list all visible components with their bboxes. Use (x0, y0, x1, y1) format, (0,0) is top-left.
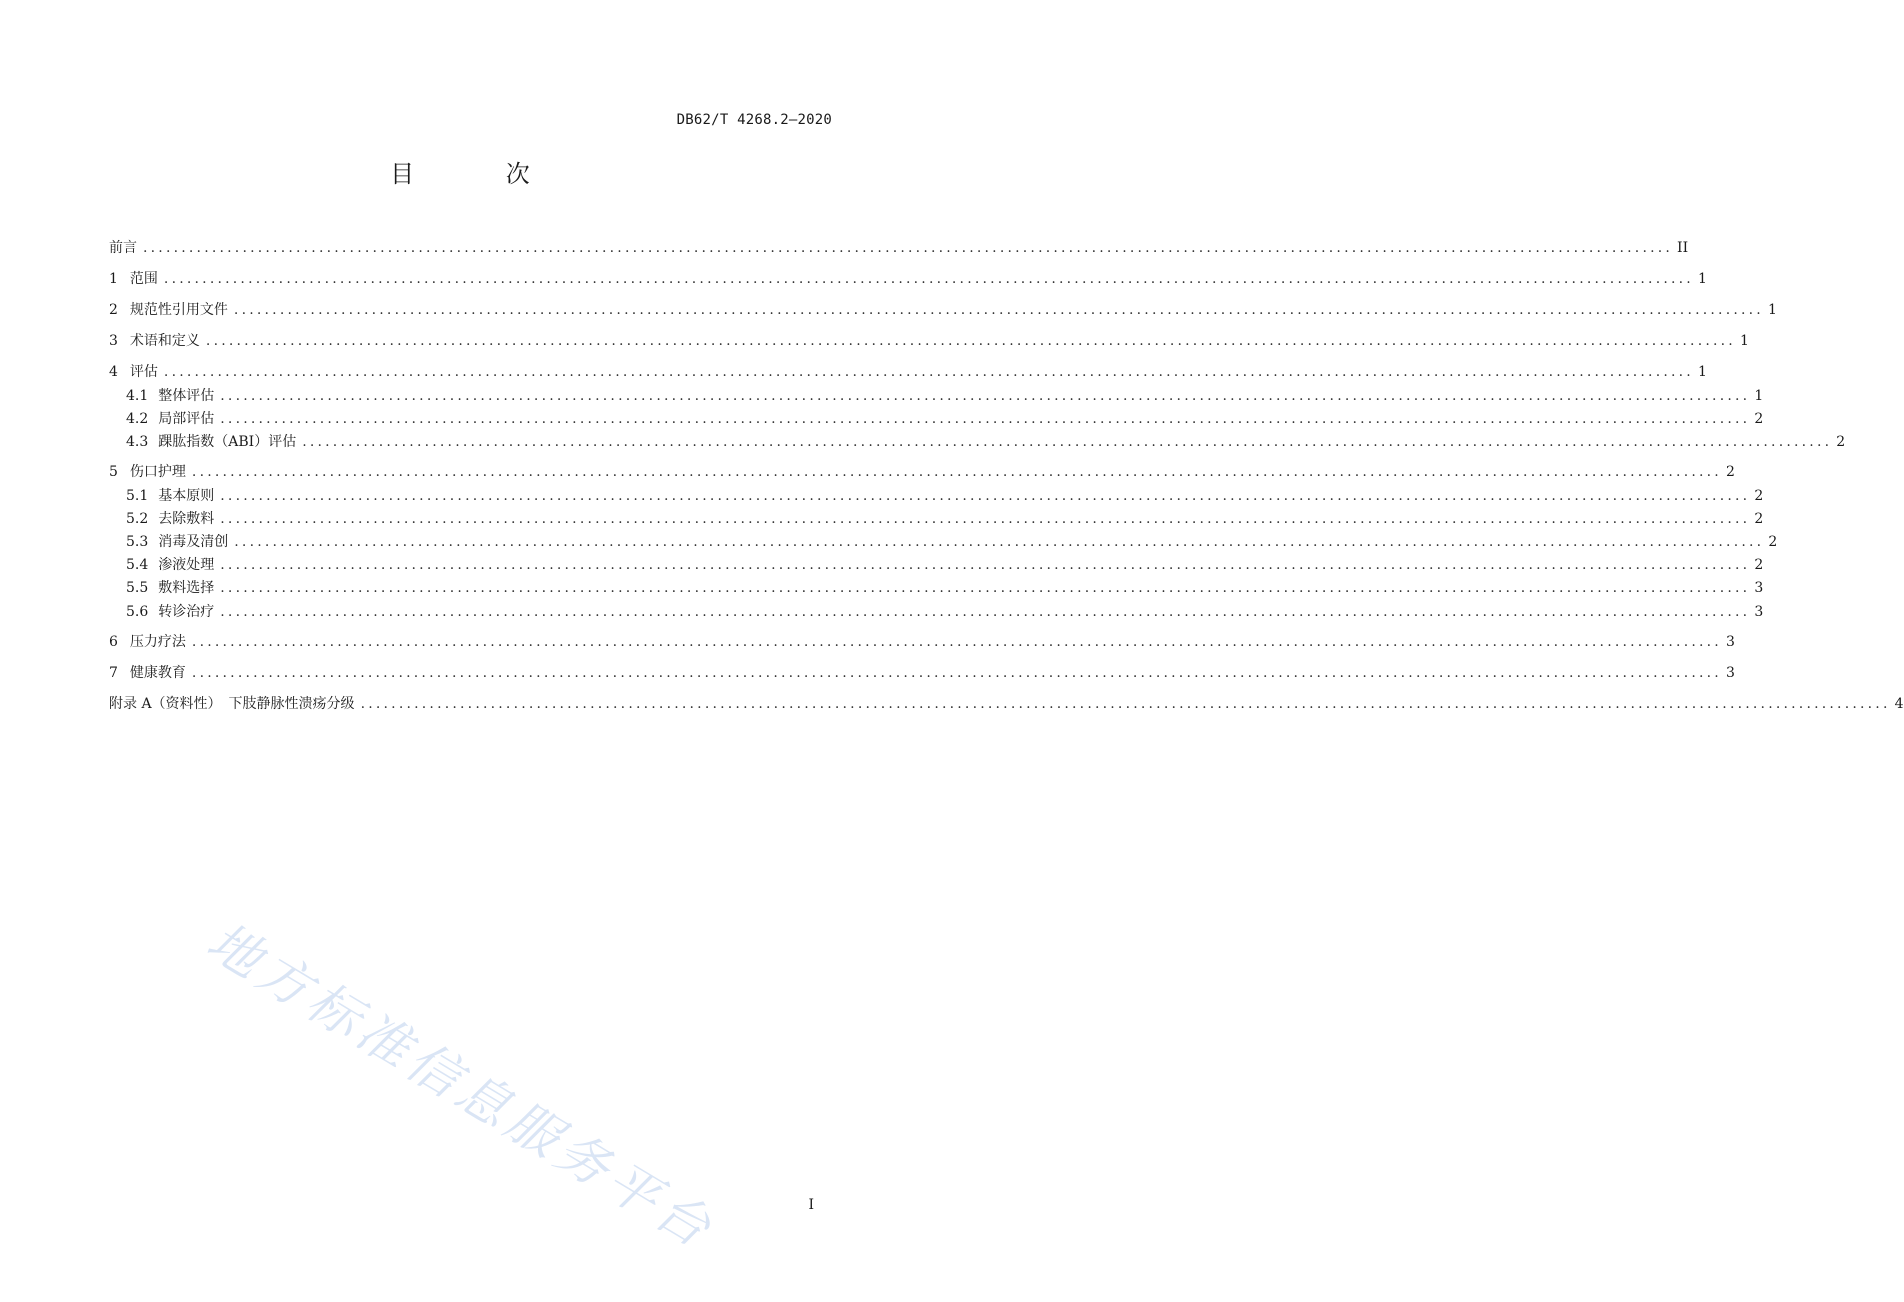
toc-entry[interactable] (109, 509, 1764, 529)
toc-entry-label: 渗液处理 (158, 557, 215, 573)
toc-entry-label: 局部评估 (158, 411, 215, 427)
toc-entry-number: 5.2 (126, 511, 149, 527)
toc-entry-number: 5.4 (126, 557, 149, 573)
toc-entry-number: 4 (109, 364, 118, 380)
toc-leader-dots: ........................................................................................................................................................................................................ (220, 580, 1751, 596)
toc-entry-label: 伤口护理 (129, 464, 186, 480)
toc-entry-number: 2 (109, 302, 118, 318)
toc-leader-dots: ........................................................................................................................................................................................................ (163, 271, 1694, 287)
toc-entry-label: 消毒及清创 (158, 534, 229, 550)
toc-leader-dots: ........................................................................................................................................................................................................ (220, 511, 1751, 527)
toc-entry-page: 1 (1754, 388, 1764, 404)
toc-entry-page: 1 (1739, 333, 1749, 349)
toc-entry[interactable] (109, 602, 1764, 622)
toc-entry-page: 2 (1754, 411, 1764, 427)
toc-entry[interactable] (109, 432, 1846, 452)
toc-entry-page: 1 (1697, 364, 1707, 380)
toc-entry[interactable] (109, 578, 1764, 598)
toc-entry-page: 2 (1754, 511, 1764, 527)
toc-entry[interactable] (109, 694, 1904, 714)
toc-entry-page: 2 (1754, 488, 1764, 504)
toc-entry-page: 4 (1894, 696, 1904, 712)
toc-entry[interactable] (109, 386, 1764, 406)
toc-entry-number: 5 (109, 464, 118, 480)
toc-entry-label: 敷料选择 (158, 580, 215, 596)
toc-entry-label: 术语和定义 (129, 333, 200, 349)
toc-leader-dots: ........................................................................................................................................................................................................ (163, 364, 1694, 380)
toc-entry-page: 2 (1836, 434, 1846, 450)
toc-entry-number: 4.3 (126, 434, 149, 450)
toc-entry[interactable] (109, 462, 1735, 482)
toc-entry[interactable] (109, 331, 1749, 351)
toc-entry-label: 规范性引用文件 (129, 302, 228, 318)
toc-entry-number: 5.3 (126, 534, 149, 550)
toc-entry[interactable] (109, 238, 1689, 258)
toc-entry[interactable] (109, 300, 1777, 320)
toc-entry-number: 3 (109, 333, 118, 349)
toc-entry[interactable] (109, 486, 1764, 506)
toc-entry-page: 2 (1725, 464, 1735, 480)
toc-entry-label: 评估 (129, 364, 158, 380)
toc-entry-number: 5.5 (126, 580, 149, 596)
toc-entry[interactable] (109, 409, 1764, 429)
toc-entry[interactable] (109, 269, 1707, 289)
toc-leader-dots: ........................................................................................................................................................................................................ (233, 302, 1764, 318)
toc-entry-label: 前言 (109, 240, 137, 256)
toc-entry-number: 4.2 (126, 411, 149, 427)
toc-entry-page: 3 (1725, 634, 1735, 650)
toc-entry[interactable] (109, 663, 1735, 683)
toc-entry-page: II (1677, 240, 1689, 256)
toc-leader-dots: ........................................................................................................................................................................................................ (360, 696, 1891, 712)
toc-entry-page: 3 (1725, 665, 1735, 681)
toc-leader-dots: ........................................................................................................................................................................................................ (220, 411, 1751, 427)
toc-entry[interactable] (109, 362, 1707, 382)
toc-entry-label: 基本原则 (158, 488, 215, 504)
toc-leader-dots: ........................................................................................................................................................................................................ (302, 434, 1833, 450)
toc-entry-label: 压力疗法 (129, 634, 186, 650)
toc-entry-label: 踝肱指数（ABI）评估 (158, 434, 297, 450)
toc-entry-page: 1 (1767, 302, 1777, 318)
toc-entry[interactable] (109, 532, 1778, 552)
toc-leader-dots: ........................................................................................................................................................................................................ (234, 534, 1765, 550)
toc-entry-label: 范围 (129, 271, 158, 287)
toc-entry-number: 5.6 (126, 604, 149, 620)
watermark: 地方标准信息服务平台 (196, 911, 725, 1262)
toc-entry-number: 1 (109, 271, 118, 287)
toc-leader-dots: ........................................................................................................................................................................................................ (220, 604, 1751, 620)
toc-entry-number: 4.1 (126, 388, 149, 404)
toc-leader-dots: ........................................................................................................................................................................................................ (205, 333, 1736, 349)
toc-leader-dots: ........................................................................................................................................................................................................ (191, 464, 1722, 480)
toc-entry-label: 去除敷料 (158, 511, 215, 527)
toc-entry-page: 3 (1754, 580, 1764, 596)
toc-leader-dots: ........................................................................................................................................................................................................ (143, 240, 1674, 256)
toc-leader-dots: ........................................................................................................................................................................................................ (220, 388, 1751, 404)
toc-entry-label: 健康教育 (129, 665, 186, 681)
toc-entry-number: 7 (109, 665, 118, 681)
toc-entry-label: 整体评估 (158, 388, 215, 404)
page-title: 目 次 (390, 160, 572, 188)
toc-entry-number: 5.1 (126, 488, 149, 504)
toc-leader-dots: ........................................................................................................................................................................................................ (191, 665, 1722, 681)
document-code: DB62/T 4268.2—2020 (676, 112, 832, 128)
toc-entry-page: 1 (1697, 271, 1707, 287)
toc-leader-dots: ........................................................................................................................................................................................................ (220, 488, 1751, 504)
toc-leader-dots: ........................................................................................................................................................................................................ (191, 634, 1722, 650)
toc-entry-page: 2 (1754, 557, 1764, 573)
toc-entry-page: 2 (1768, 534, 1778, 550)
toc-entry-label: 转诊治疗 (158, 604, 215, 620)
toc-entry[interactable] (109, 632, 1735, 652)
toc-entry-page: 3 (1754, 604, 1764, 620)
toc-entry-number: 6 (109, 634, 118, 650)
toc-entry-label: 附录 A（资料性） 下肢静脉性溃疡分级 (109, 696, 355, 712)
footer-page-number: I (808, 1197, 814, 1213)
toc-leader-dots: ........................................................................................................................................................................................................ (220, 557, 1751, 573)
toc-entry[interactable] (109, 555, 1764, 575)
